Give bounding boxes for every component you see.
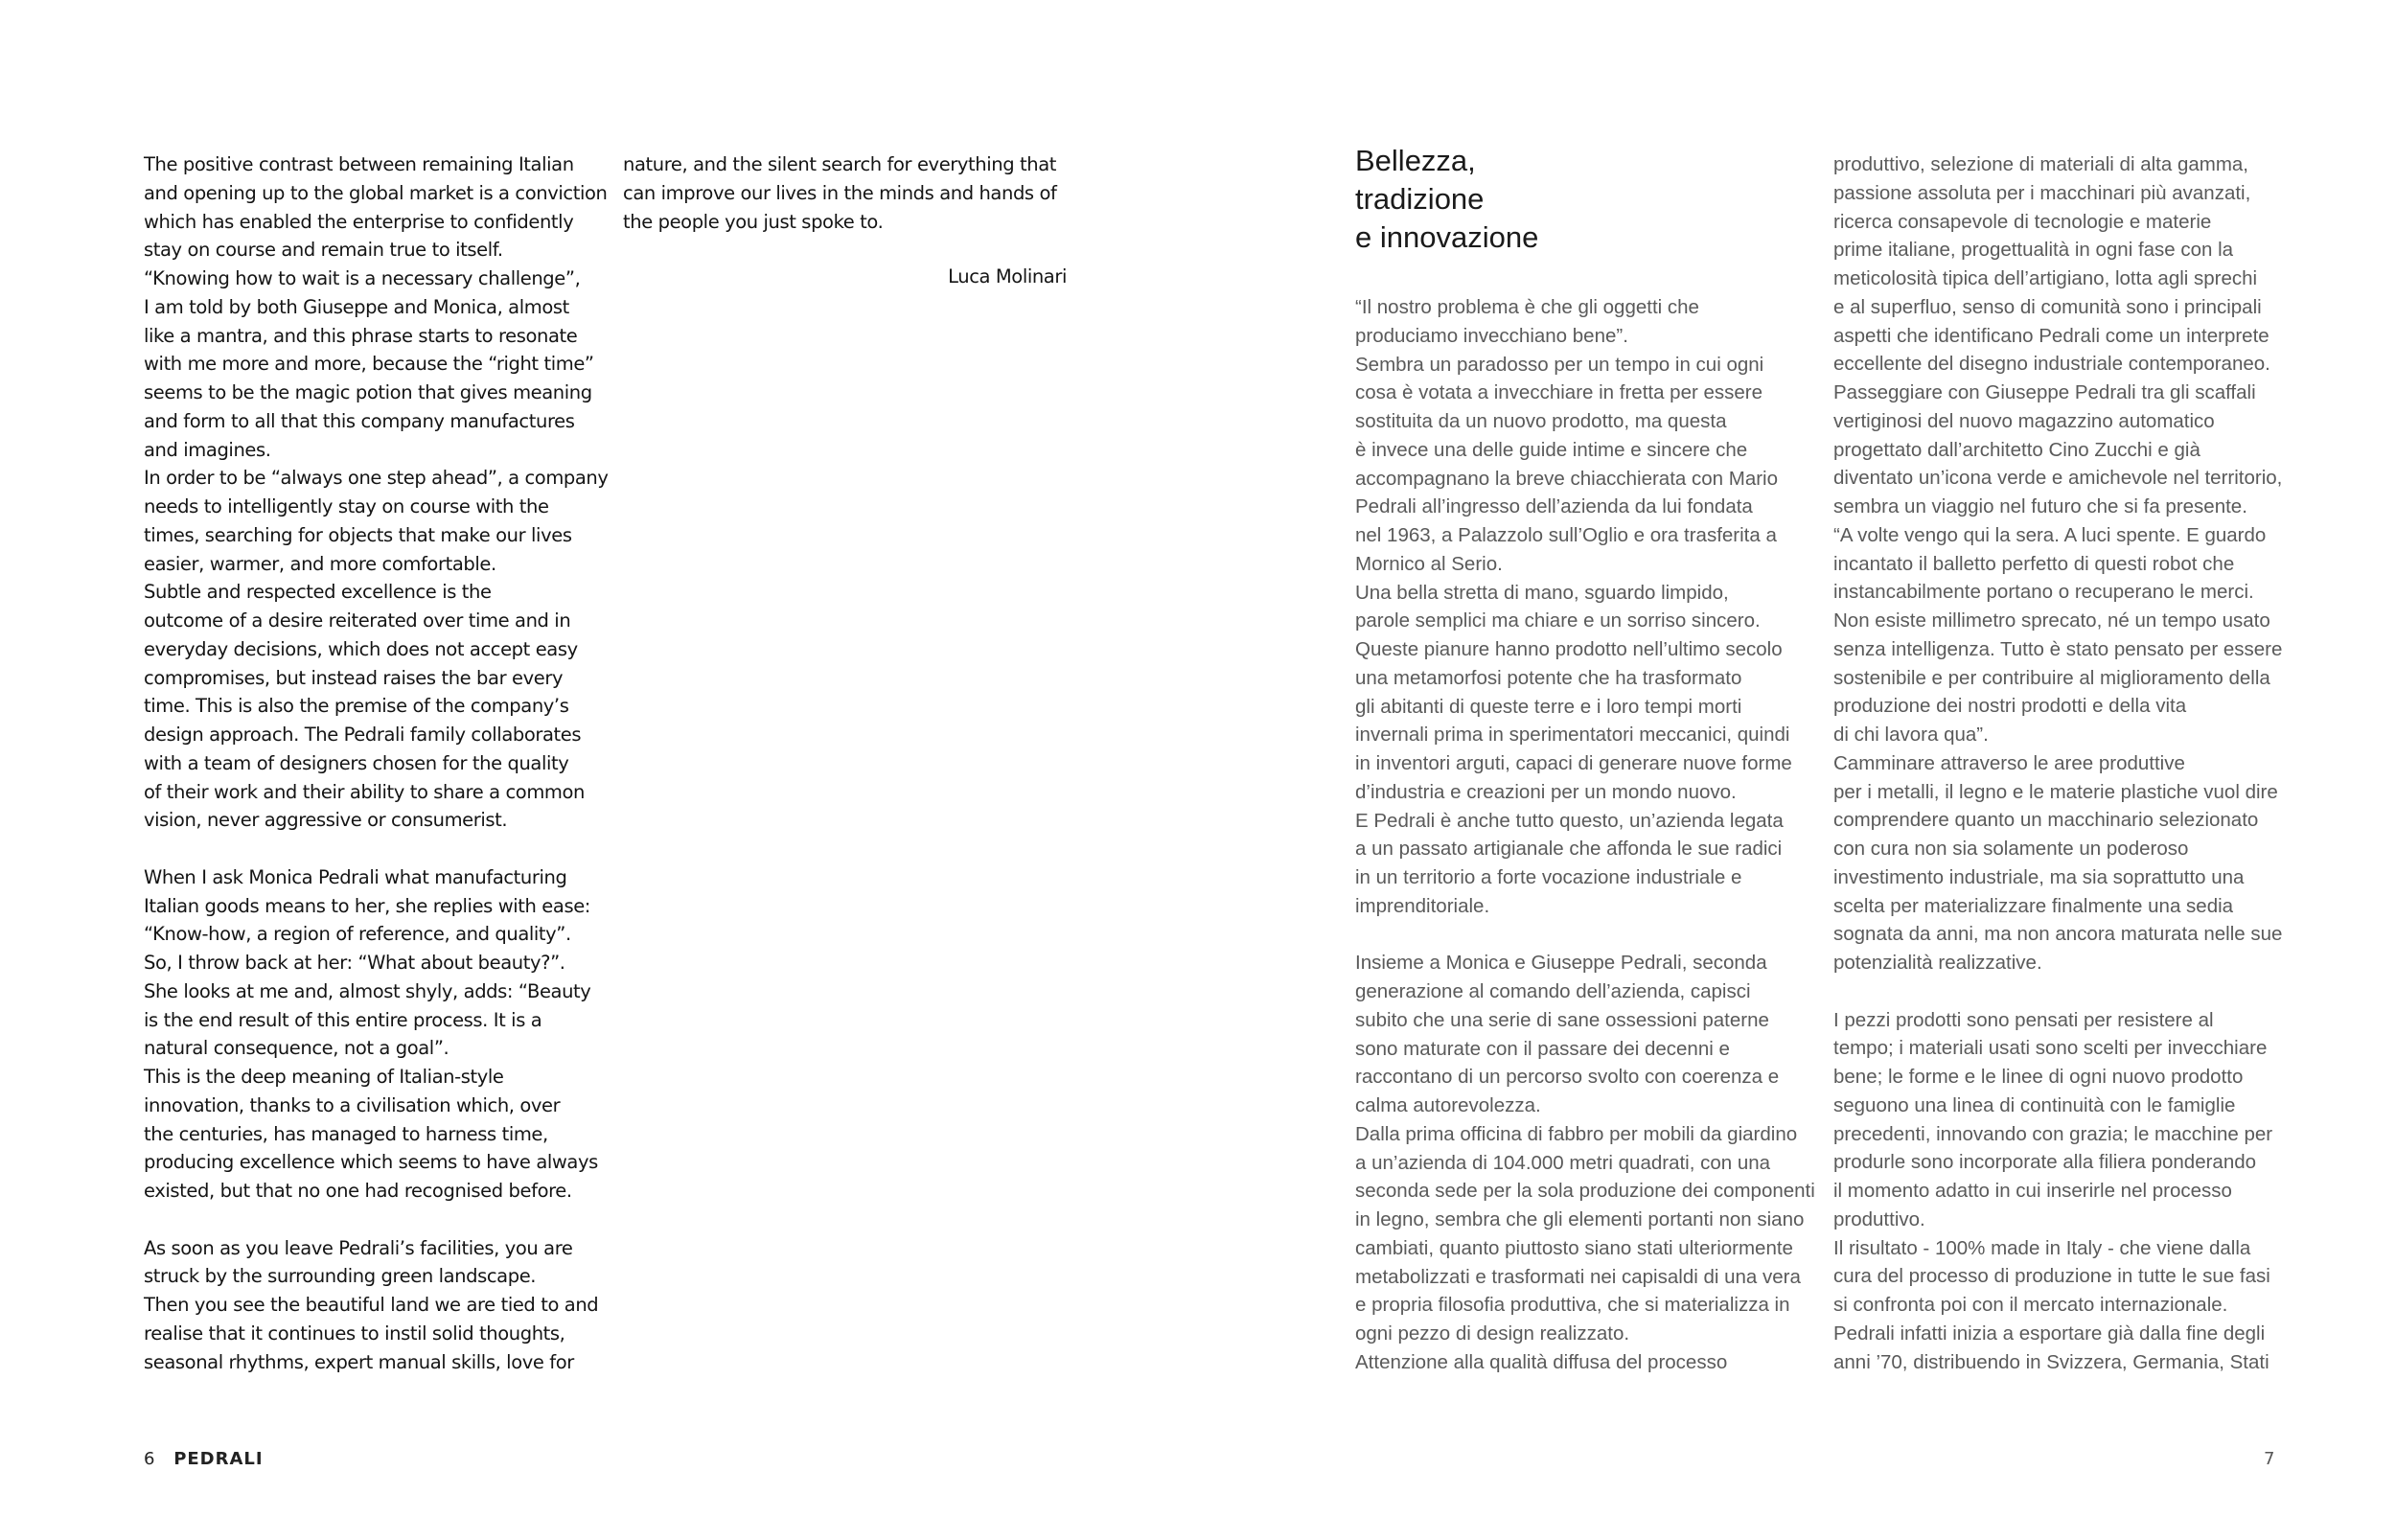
text-line: senza intelligenza. Tutto è stato pensato per essere [1833,637,2283,660]
text-line: In order to be “always one step ahead”, a company [144,467,609,490]
text-line: con cura non sia solamente un poderoso [1833,838,2189,860]
text-line: produrle sono incorporate alla filiera ponderando [1833,1151,2257,1174]
text-line: cambiati, quanto piuttosto siano stati ulteriormente [1355,1236,1793,1259]
text-line: in inventori arguti, capaci di generare nuove forme [1355,752,1792,774]
text-line: Dalla prima officina di fabbro per mobili da giardino [1355,1122,1798,1145]
text-line: needs to intelligently stay on course with the [144,495,549,517]
text-line: subito che una serie di sane ossessioni paterne [1355,1008,1769,1031]
text-line: of their work and their ability to share a common [144,780,586,803]
text-line: instancabilmente portano o recuperano le merci. [1833,581,2254,604]
text-line: produciamo invecchiano bene”. [1355,324,1628,347]
text-line: potenzialità realizzative. [1833,952,2042,974]
text-line: I am told by both Giuseppe and Monica, almost [144,295,569,318]
text-line: sognata da anni, ma non ancora maturata nelle sue [1833,923,2283,946]
heading-line: Bellezza, [1355,144,1476,177]
text-line: She looks at me and, almost shyly, adds: “Beauty [144,979,591,1002]
text-line: raccontano di un percorso svolto con coerenza e [1355,1066,1780,1089]
brand-name: PEDRALI [173,1449,264,1469]
text-line: natural consequence, not a goal”. [144,1037,449,1060]
text-line: struck by the surrounding green landscape. [144,1265,537,1288]
text-line: times, searching for objects that make our lives [144,523,572,546]
text-line: gli abitanti di queste terre e i loro tempi morti [1355,695,1742,718]
text-line: comprendere quanto un macchinario selezionato [1833,809,2259,832]
text-line: Subtle and respected excellence is the [144,581,492,604]
text-line: per i metalli, il legno e le materie plastiche vuol dire [1833,780,2278,803]
text-line: Pedrali all’ingresso dell’azienda da lui fondata [1355,495,1753,518]
text-line: cura del processo di produzione in tutte le sue fasi [1833,1265,2270,1288]
text-line: Insieme a Monica e Giuseppe Pedrali, seconda [1355,952,1767,975]
text-line: E Pedrali è anche tutto questo, un’azienda legata [1355,809,1784,832]
text-line: aspetti che identificano Pedrali come un interprete [1833,324,2269,347]
text-line: Queste pianure hanno prodotto nell’ultimo secolo [1355,638,1783,660]
text-line: nel 1963, a Palazzolo sull’Oglio e ora trasferita a [1355,524,1777,546]
text-line: stay on course and remain true to itself. [144,239,503,262]
text-line: sostituita da un nuovo prodotto, ma questa [1355,410,1727,432]
text-line: innovation, thanks to a civilisation which, over [144,1093,561,1116]
text-line: everyday decisions, which does not accept easy [144,637,578,660]
text-line: il momento adatto in cui inserirle nel processo [1833,1180,2232,1202]
text-line: prime italiane, progettualità in ogni fase con la [1833,239,2234,262]
text-line: scelta per materializzare finalmente una sedia [1833,894,2234,917]
text-line: like a mantra, and this phrase starts to resonate [144,324,578,347]
text-line: Passeggiare con Giuseppe Pedrali tra gli scaffali [1833,381,2256,403]
text-line: invernali prima in sperimentatori meccanici, quindi [1355,724,1790,747]
text-line: producing excellence which seems to have always [144,1151,598,1174]
text-line: generazione al comando dell’azienda, capisci [1355,980,1751,1002]
text-line: produttivo, selezione di materiali di alta gamma, [1833,153,2248,175]
left-page-column-1 [144,150,609,1376]
text-line: diventato un’icona verde e amichevole nel territorio, [1833,467,2283,490]
text-line: vision, never aggressive or consumerist. [144,809,508,832]
text-line: “A volte vengo qui la sera. A luci spente. E guardo [1833,523,2267,546]
text-line: and imagines. [144,438,271,461]
article-heading [1355,142,1538,257]
text-line: di chi lavora qua”. [1833,724,1989,746]
text-line: e al superfluo, senso di comunità sono i principali [1833,295,2262,318]
text-line: compromises, but instead raises the bar every [144,666,564,689]
text-line: is the end result of this entire process. It is a [144,1008,542,1031]
text-line: precedenti, innovando con grazia; le macchine per [1833,1122,2273,1145]
text-line: As soon as you leave Pedrali’s facilities, you are [144,1236,573,1259]
text-line: incantato il balletto perfetto di questi robot che [1833,552,2235,575]
text-line [144,1206,609,1234]
text-line: existed, but that no one had recognised before. [144,1180,572,1202]
text-line: si confronta poi con il mercato internazionale. [1833,1294,2228,1316]
text-line: passione assoluta per i macchinari più avanzati, [1833,181,2251,204]
text-line: sono maturate con il passare dei decenni e [1355,1037,1730,1060]
text-line [144,835,609,863]
text-line: ricerca consapevole di tecnologie e materie [1833,210,2212,233]
text-line: easier, warmer, and more comfortable. [144,552,496,575]
text-line: meticolosità tipica dell’artigiano, lotta agli sprechi [1833,267,2258,289]
text-line: So, I throw back at her: “What about beauty?”. [144,952,565,974]
text-line: with a team of designers chosen for the quality [144,751,569,774]
text-line: in un territorio a forte vocazione industriale e [1355,866,1742,888]
text-line: anni ’70, distribuendo in Svizzera, Germania, Stati [1833,1350,2269,1373]
text-line: Attenzione alla qualità diffusa del processo [1355,1350,1728,1373]
text-line: una metamorfosi potente che ha trasformato [1355,666,1742,689]
text-line: imprenditoriale. [1355,894,1490,917]
right-page-column-1 [1355,293,1815,1377]
text-line: Mornico al Serio. [1355,552,1503,575]
text-line: parole semplici ma chiare e un sorriso sincero. [1355,609,1761,632]
text-line: “Know-how, a region of reference, and quality”. [144,923,571,946]
text-line: outcome of a desire reiterated over time and in [144,609,571,632]
text-line: sembra un viaggio nel futuro che si fa presente. [1833,495,2247,517]
heading-line: e innovazione [1355,220,1539,254]
text-line: cosa è votata a invecchiare in fretta per essere [1355,381,1763,404]
text-line: the centuries, has managed to harness time, [144,1122,548,1145]
text-line: which has enabled the enterprise to confidently [144,210,574,233]
author-signature: Luca Molinari [948,265,1067,287]
text-line: Camminare attraverso le aree produttive [1833,751,2185,774]
text-line: e propria filosofia produttiva, che si materializza in [1355,1294,1790,1317]
text-line: in legno, sembra che gli elementi portanti non siano [1355,1208,1805,1230]
text-line: design approach. The Pedrali family collaborates [144,724,582,746]
text-line: seasonal rhythms, expert manual skills, love for [144,1350,574,1373]
text-line: with me more and more, because the “right time” [144,353,594,376]
text-line: ogni pezzo di design realizzato. [1355,1322,1630,1345]
text-line: and opening up to the global market is a conviction [144,181,608,204]
text-line: Then you see the beautiful land we are tied to and [144,1294,599,1316]
text-line: d’industria e creazioni per un mondo nuovo. [1355,780,1737,803]
text-line: produttivo. [1833,1207,1925,1230]
text-line: Una bella stretta di mano, sguardo limpido, [1355,581,1729,604]
text-line [1355,921,1815,950]
text-line: time. This is also the premise of the company’s [144,695,569,718]
text-line: produzione dei nostri prodotti e della vita [1833,695,2187,718]
text-line: Il risultato - 100% made in Italy - che viene dalla [1833,1236,2251,1259]
text-line: When I ask Monica Pedrali what manufacturing [144,865,567,888]
text-line: can improve our lives in the minds and hands of [623,181,1057,204]
text-line: a un’azienda di 104.000 metri quadrati, con una [1355,1151,1771,1174]
text-line: “Knowing how to wait is a necessary challenge”, [144,267,581,289]
page-number: 7 [2264,1449,2275,1469]
text-line: “Il nostro problema è che gli oggetti che [1355,296,1699,318]
text-line: nature, and the silent search for everything that [623,153,1057,175]
text-line: Sembra un paradosso per un tempo in cui ogni [1355,353,1764,376]
text-line: Italian goods means to her, she replies with ease: [144,894,590,917]
text-line: progettato dall’architetto Cino Zucchi e già [1833,438,2200,461]
text-line [1833,977,2282,1006]
heading-line: tradizione [1355,182,1485,216]
text-line: investimento industriale, ma sia soprattutto una [1833,865,2245,888]
text-line: realise that it continues to instil solid thoughts, [144,1322,565,1345]
text-line: bene; le forme e le linee di ogni nuovo prodotto [1833,1066,2244,1088]
text-line: calma autorevolezza. [1355,1094,1541,1116]
page-number: 6 [144,1449,155,1469]
left-page-column-2 [623,150,1056,236]
left-page-footer [144,1449,264,1469]
text-line: eccellente del disegno industriale contemporaneo. [1833,353,2270,376]
text-line: the people you just spoke to. [623,210,884,233]
text-line: I pezzi prodotti sono pensati per resistere al [1833,1008,2214,1031]
text-line: seguono una linea di continuità con le famiglie [1833,1093,2236,1116]
text-line: The positive contrast between remaining Italian [144,153,574,175]
text-line: seconda sede per la sola produzione dei componenti [1355,1180,1815,1203]
text-line: vertiginosi del nuovo magazzino automatico [1833,409,2215,432]
text-line: sostenibile e per contribuire al miglioramento della [1833,666,2270,689]
text-line: è invece una delle guide intime e sincere che [1355,438,1748,461]
right-page-column-2 [1833,150,2282,1376]
text-line: accompagnano la breve chiacchierata con Mario [1355,467,1779,490]
text-line: metabolizzati e trasformati nei capisaldi di una vera [1355,1265,1801,1288]
text-line: tempo; i materiali usati sono scelti per invecchiare [1833,1037,2268,1060]
text-line: and form to all that this company manufactures [144,409,575,432]
text-line: a un passato artigianale che affonda le sue radici [1355,838,1783,861]
text-line: Pedrali infatti inizia a esportare già dalla fine degli [1833,1322,2266,1345]
text-line: seems to be the magic potion that gives meaning [144,381,592,403]
text-line: Non esiste millimetro sprecato, né un tempo usato [1833,609,2270,632]
text-line: This is the deep meaning of Italian-style [144,1066,504,1088]
